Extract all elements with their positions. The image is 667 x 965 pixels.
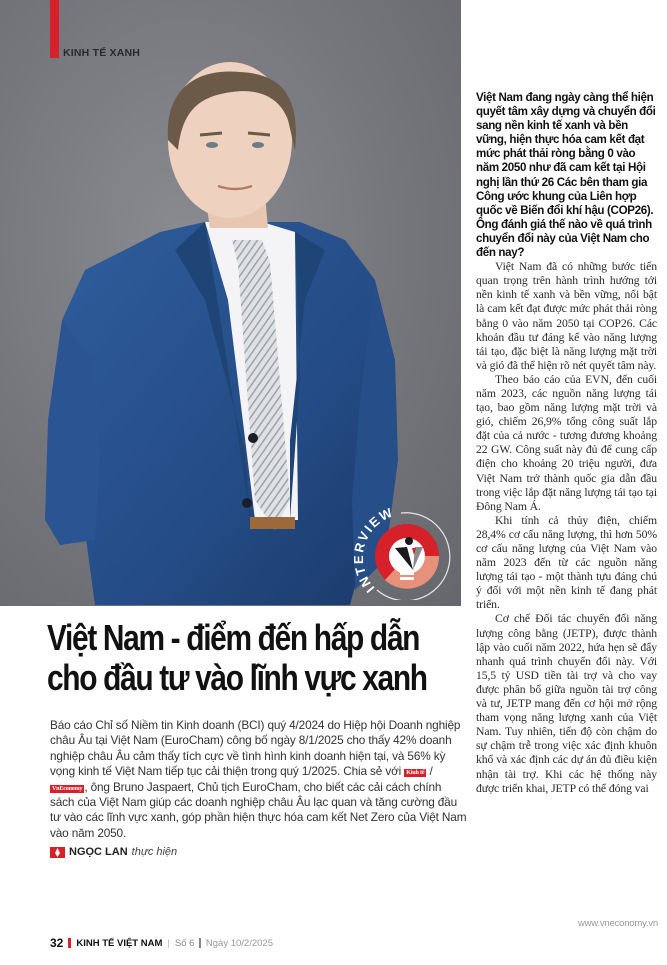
lead-text-2: , ông Bruno Jaspaert, Chủ tịch EuroCham, cho biết các cải cách chính sách của Việt Nam giúp các doanh nghiệp châu Âu lạc quan và tăng cường đầu tư vào các lĩnh vực xanh, góp phần hiện thực hóa cam kết Net Zero của Việt Nam vào năm 2050.: [50, 779, 467, 840]
byline: [50, 846, 177, 858]
interview-badge-icon: [345, 500, 455, 600]
website-link[interactable]: www.vneconomy.vn: [577, 918, 658, 929]
section-label: KINH TẾ XANH: [63, 47, 141, 59]
article-paragraph-3: Khi tính cả thủy điện, chiếm 28,4% cơ cấu năng lượng, thì hơn 50% cơ cấu năng lượng của Việt Nam vào năm 2023 đến từ các nguồn năng lượng tái tạo - một thành tựu đáng chú ý đối với một nền kinh tế đang phát triển.: [476, 513, 657, 612]
lead-slash: /: [426, 764, 433, 779]
issue-date: Ngày 10/2/2025: [205, 937, 273, 949]
footer-accent-bar-2: [199, 938, 201, 948]
interview-question: Việt Nam đang ngày càng thể hiện quyết tâm xây dựng và chuyển đổi sang nền kinh tế xanh và bền vững, hiện thực hóa cam kết đạt mức phát thải ròng bằng 0 vào năm 2050 như đã cam kết tại Hội nghị lần thứ 26 Các bên tham gia Công ước khung của Liên hợp quốc về Biến đổi khí hậu (COP26). Ông đánh giá thế nào về quá trình chuyển đổi này của Việt Nam cho đến nay?: [476, 91, 656, 260]
footer-accent-bar: [68, 938, 71, 948]
page-footer: [50, 936, 273, 950]
author-name: NGỌC LAN: [69, 846, 128, 858]
issue-number: Số 6: [174, 937, 195, 949]
article-paragraph-2: Theo báo cáo của EVN, đến cuối năm 2023, các nguồn năng lượng tái tạo, bao gồm năng lượng mặt trời và gió, chiếm 26,9% tổng công suất lắp đặt của cả nước - tương đương khoảng 22 GW. Công suất này đủ để cung cấp điện cho khoảng 20 triệu người, đưa Việt Nam trở thành quốc gia dẫn đầu trong việc lắp đặt năng lượng tái tạo tại Đông Nam Á.: [476, 372, 657, 513]
article-headline: [47, 617, 427, 698]
kinh-te-logo: Kinh tế: [406, 770, 425, 777]
article-lead: [50, 718, 468, 841]
footer-separator: |: [167, 937, 170, 949]
pen-icon: [50, 847, 65, 858]
lead-text-1: Báo cáo Chỉ số Niềm tin Kinh doanh (BCI) quý 4/2024 do Hiệp hội Doanh nghiệp châu Âu tại Việt Nam (EuroCham) công bố ngày 8/1/2025 cho thấy 42% doanh nghiệp châu Âu cảm thấy tích cực về tình hình kinh doanh hiện tại, và 56% kỳ vọng kinh tế Việt Nam tiếp tục cải thiện trong quý 1/2025. Chia sẻ với: [50, 718, 461, 779]
headline-line-1: Việt Nam - điểm đến hấp dẫn: [47, 617, 420, 658]
magazine-name: KINH TẾ VIỆT NAM: [76, 937, 163, 949]
vneconomy-logo: VnEconomy: [52, 785, 83, 792]
article-paragraph-4: Cơ chế Đối tác chuyển đổi năng lượng công bằng (JETP), được thành lập vào cuối năm 2022, hứa hẹn sẽ đẩy nhanh quá trình chuyển đổi này. Với 15,5 tỷ USD tiền tài trợ và cho vay được phân bổ giữa nguồn tài trợ công và tư, JETP mang đến cơ hội mở rộng tham vọng năng lượng xanh của Việt Nam. Tuy nhiên, tiến độ còn chậm do sự chậm trễ trong việc xác định khuôn khổ và xác định các dự án đủ điều kiện nhận tài trợ. Khi các hệ thống này được triển khai, JETP có thể đóng vai: [476, 612, 657, 795]
svg-text:INTERVIEW: INTERVIEW: [350, 504, 397, 596]
headline-line-2: cho đầu tư vào lĩnh vực xanh: [47, 657, 427, 698]
article-paragraph-1: Việt Nam đã có những bước tiến quan trọng trên hành trình hướng tới nền kinh tế xanh và bền vững, nổi bật là cam kết đạt được mức phát thải ròng bằng 0 vào năm 2050 tại COP26. Các khoản đầu tư đáng kể vào năng lượng tái tạo, đặc biệt là năng lượng mặt trời và gió đã thể hiện rõ nét quyết tâm này.: [476, 260, 657, 372]
article-column: [476, 91, 657, 796]
section-accent-bar: [50, 0, 59, 58]
hero-photo: [0, 0, 461, 606]
page-number: 32: [50, 936, 64, 950]
author-role: thực hiện: [131, 846, 178, 858]
